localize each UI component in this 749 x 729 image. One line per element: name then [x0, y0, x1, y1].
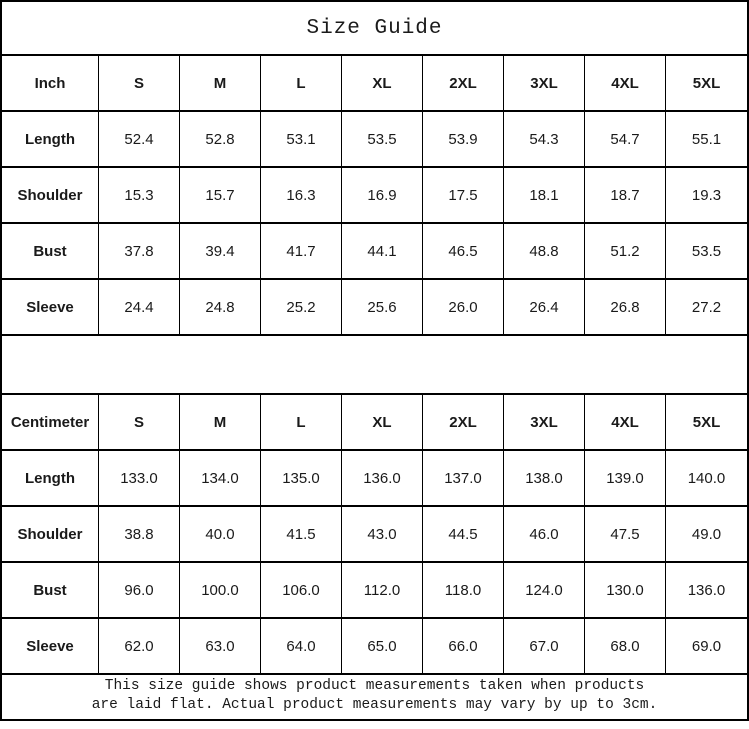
value-cell: 140.0 — [666, 451, 747, 507]
value-cell: 133.0 — [99, 451, 180, 507]
value-cell: 27.2 — [666, 280, 747, 336]
value-cell: 15.3 — [99, 168, 180, 224]
value-cell: 43.0 — [342, 507, 423, 563]
value-cell: 52.4 — [99, 112, 180, 168]
row-label-cell: Bust — [2, 224, 99, 280]
value-cell: 25.2 — [261, 280, 342, 336]
value-cell: 62.0 — [99, 619, 180, 675]
value-cell: 136.0 — [666, 563, 747, 619]
size-header-cell: S — [99, 56, 180, 112]
value-cell: 63.0 — [180, 619, 261, 675]
spacer-row — [2, 336, 747, 395]
value-cell: 53.9 — [423, 112, 504, 168]
value-cell: 100.0 — [180, 563, 261, 619]
value-cell: 44.5 — [423, 507, 504, 563]
value-cell: 135.0 — [261, 451, 342, 507]
size-header-cell: 3XL — [504, 395, 585, 451]
value-cell: 24.4 — [99, 280, 180, 336]
row-label-cell: Length — [2, 112, 99, 168]
size-header-cell: L — [261, 395, 342, 451]
size-header-cell: 5XL — [666, 395, 747, 451]
unit-header-cell: Centimeter — [2, 395, 99, 451]
value-cell: 24.8 — [180, 280, 261, 336]
value-cell: 66.0 — [423, 619, 504, 675]
value-cell: 26.4 — [504, 280, 585, 336]
value-cell: 18.1 — [504, 168, 585, 224]
size-header-cell: 3XL — [504, 56, 585, 112]
value-cell: 40.0 — [180, 507, 261, 563]
value-cell: 16.9 — [342, 168, 423, 224]
value-cell: 136.0 — [342, 451, 423, 507]
size-header-cell: 2XL — [423, 395, 504, 451]
value-cell: 37.8 — [99, 224, 180, 280]
row-label-cell: Shoulder — [2, 168, 99, 224]
value-cell: 48.8 — [504, 224, 585, 280]
inch-table — [2, 56, 747, 336]
value-cell: 16.3 — [261, 168, 342, 224]
value-cell: 67.0 — [504, 619, 585, 675]
value-cell: 53.1 — [261, 112, 342, 168]
value-cell: 49.0 — [666, 507, 747, 563]
value-cell: 18.7 — [585, 168, 666, 224]
centimeter-table — [2, 395, 747, 675]
value-cell: 118.0 — [423, 563, 504, 619]
size-header-cell: 5XL — [666, 56, 747, 112]
value-cell: 134.0 — [180, 451, 261, 507]
footer-note-line-2: are laid flat. Actual product measurements may vary by up to 3cm. — [91, 697, 658, 713]
row-label-cell: Sleeve — [2, 280, 99, 336]
unit-header-cell: Inch — [2, 56, 99, 112]
size-header-cell: XL — [342, 395, 423, 451]
footer-note-line-1: This size guide shows product measurements taken when products — [104, 678, 645, 694]
value-cell: 53.5 — [666, 224, 747, 280]
value-cell: 137.0 — [423, 451, 504, 507]
size-header-cell: L — [261, 56, 342, 112]
value-cell: 46.0 — [504, 507, 585, 563]
value-cell: 96.0 — [99, 563, 180, 619]
size-header-cell: 4XL — [585, 56, 666, 112]
size-header-cell: 4XL — [585, 395, 666, 451]
value-cell: 41.7 — [261, 224, 342, 280]
value-cell: 17.5 — [423, 168, 504, 224]
value-cell: 139.0 — [585, 451, 666, 507]
value-cell: 44.1 — [342, 224, 423, 280]
value-cell: 65.0 — [342, 619, 423, 675]
value-cell: 19.3 — [666, 168, 747, 224]
value-cell: 51.2 — [585, 224, 666, 280]
value-cell: 53.5 — [342, 112, 423, 168]
value-cell: 26.8 — [585, 280, 666, 336]
value-cell: 46.5 — [423, 224, 504, 280]
row-label-cell: Shoulder — [2, 507, 99, 563]
value-cell: 38.8 — [99, 507, 180, 563]
size-header-cell: M — [180, 395, 261, 451]
value-cell: 138.0 — [504, 451, 585, 507]
value-cell: 106.0 — [261, 563, 342, 619]
value-cell: 64.0 — [261, 619, 342, 675]
value-cell: 41.5 — [261, 507, 342, 563]
value-cell: 39.4 — [180, 224, 261, 280]
footer-note — [2, 675, 747, 719]
size-header-cell: 2XL — [423, 56, 504, 112]
value-cell: 69.0 — [666, 619, 747, 675]
value-cell: 52.8 — [180, 112, 261, 168]
value-cell: 124.0 — [504, 563, 585, 619]
value-cell: 55.1 — [666, 112, 747, 168]
row-label-cell: Bust — [2, 563, 99, 619]
value-cell: 47.5 — [585, 507, 666, 563]
value-cell: 54.7 — [585, 112, 666, 168]
value-cell: 15.7 — [180, 168, 261, 224]
value-cell: 130.0 — [585, 563, 666, 619]
value-cell: 68.0 — [585, 619, 666, 675]
value-cell: 25.6 — [342, 280, 423, 336]
size-header-cell: S — [99, 395, 180, 451]
size-header-cell: M — [180, 56, 261, 112]
value-cell: 26.0 — [423, 280, 504, 336]
value-cell: 54.3 — [504, 112, 585, 168]
row-label-cell: Sleeve — [2, 619, 99, 675]
value-cell: 112.0 — [342, 563, 423, 619]
size-guide-title: Size Guide — [2, 2, 747, 56]
size-header-cell: XL — [342, 56, 423, 112]
row-label-cell: Length — [2, 451, 99, 507]
